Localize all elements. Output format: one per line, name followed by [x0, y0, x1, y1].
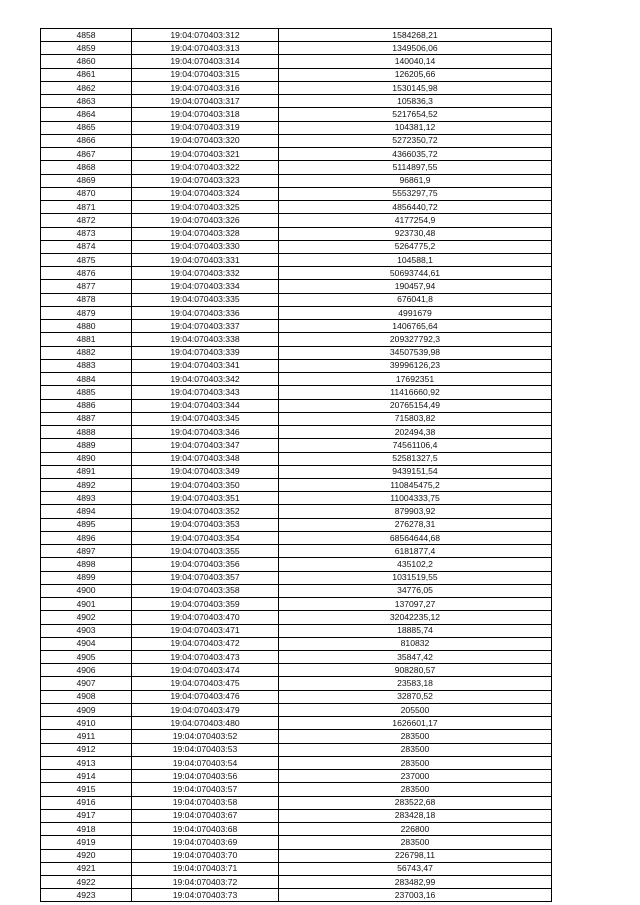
- cadastral-number-cell: 19:04:070403:71: [132, 862, 279, 875]
- value-cell: 4366035,72: [279, 148, 552, 161]
- value-cell: 5217654,52: [279, 108, 552, 121]
- cadastral-number-cell: 19:04:070403:68: [132, 823, 279, 836]
- table-row: [41, 439, 552, 452]
- cadastral-number-cell: 19:04:070403:328: [132, 227, 279, 240]
- row-number-cell: 4891: [41, 465, 132, 478]
- row-number-cell: 4876: [41, 267, 132, 280]
- table-row: [41, 545, 552, 558]
- cadastral-number-cell: 19:04:070403:72: [132, 876, 279, 889]
- cadastral-number-cell: 19:04:070403:323: [132, 174, 279, 187]
- row-number-cell: 4890: [41, 452, 132, 465]
- cadastral-number-cell: 19:04:070403:332: [132, 267, 279, 280]
- row-number-cell: 4888: [41, 426, 132, 439]
- value-cell: 105836,3: [279, 95, 552, 108]
- cadastral-number-cell: 19:04:070403:326: [132, 214, 279, 227]
- cadastral-number-cell: 19:04:070403:331: [132, 253, 279, 266]
- cadastral-number-cell: 19:04:070403:475: [132, 677, 279, 690]
- cadastral-number-cell: 19:04:070403:354: [132, 531, 279, 544]
- cadastral-number-cell: 19:04:070403:479: [132, 703, 279, 716]
- cadastral-number-cell: 19:04:070403:357: [132, 571, 279, 584]
- row-number-cell: 4881: [41, 333, 132, 346]
- cadastral-number-cell: 19:04:070403:471: [132, 624, 279, 637]
- row-number-cell: 4897: [41, 545, 132, 558]
- table-row: [41, 677, 552, 690]
- cadastral-number-cell: 19:04:070403:322: [132, 161, 279, 174]
- table-row: [41, 187, 552, 200]
- table-row: [41, 478, 552, 491]
- row-number-cell: 4886: [41, 399, 132, 412]
- value-cell: 1584268,21: [279, 29, 552, 42]
- table-row: [41, 426, 552, 439]
- cadastral-number-cell: 19:04:070403:343: [132, 386, 279, 399]
- cadastral-number-cell: 19:04:070403:69: [132, 836, 279, 849]
- table-row: [41, 293, 552, 306]
- value-cell: 20765154,49: [279, 399, 552, 412]
- row-number-cell: 4872: [41, 214, 132, 227]
- value-cell: 4991679: [279, 306, 552, 319]
- value-cell: 237000: [279, 770, 552, 783]
- table-row: [41, 584, 552, 597]
- value-cell: 283522,68: [279, 796, 552, 809]
- cadastral-number-cell: 19:04:070403:480: [132, 717, 279, 730]
- value-cell: 11416660,92: [279, 386, 552, 399]
- row-number-cell: 4921: [41, 862, 132, 875]
- value-cell: 126205,66: [279, 68, 552, 81]
- cadastral-number-cell: 19:04:070403:337: [132, 320, 279, 333]
- table-row: [41, 240, 552, 253]
- table-row: [41, 214, 552, 227]
- row-number-cell: 4909: [41, 703, 132, 716]
- table-row: [41, 174, 552, 187]
- cadastral-number-cell: 19:04:070403:339: [132, 346, 279, 359]
- row-number-cell: 4865: [41, 121, 132, 134]
- value-cell: 52581327,5: [279, 452, 552, 465]
- table-row: [41, 756, 552, 769]
- value-cell: 34507539,98: [279, 346, 552, 359]
- value-cell: 18885,74: [279, 624, 552, 637]
- value-cell: 283500: [279, 743, 552, 756]
- cadastral-number-cell: 19:04:070403:355: [132, 545, 279, 558]
- row-number-cell: 4871: [41, 201, 132, 214]
- table-body: [41, 29, 552, 902]
- row-number-cell: 4869: [41, 174, 132, 187]
- value-cell: 1349506,06: [279, 42, 552, 55]
- cadastral-number-cell: 19:04:070403:57: [132, 783, 279, 796]
- cadastral-number-cell: 19:04:070403:341: [132, 359, 279, 372]
- row-number-cell: 4920: [41, 849, 132, 862]
- table-row: [41, 148, 552, 161]
- value-cell: 190457,94: [279, 280, 552, 293]
- value-cell: 1626601,17: [279, 717, 552, 730]
- cadastral-number-cell: 19:04:070403:338: [132, 333, 279, 346]
- cadastral-number-cell: 19:04:070403:321: [132, 148, 279, 161]
- table-row: [41, 253, 552, 266]
- cadastral-number-cell: 19:04:070403:476: [132, 690, 279, 703]
- value-cell: 140040,14: [279, 55, 552, 68]
- value-cell: 6181877,4: [279, 545, 552, 558]
- value-cell: 32042235,12: [279, 611, 552, 624]
- row-number-cell: 4918: [41, 823, 132, 836]
- value-cell: 104381,12: [279, 121, 552, 134]
- cadastral-number-cell: 19:04:070403:317: [132, 95, 279, 108]
- table-row: [41, 690, 552, 703]
- row-number-cell: 4878: [41, 293, 132, 306]
- table-row: [41, 571, 552, 584]
- value-cell: 202494,38: [279, 426, 552, 439]
- row-number-cell: 4892: [41, 478, 132, 491]
- cadastral-number-cell: 19:04:070403:359: [132, 598, 279, 611]
- cadastral-number-cell: 19:04:070403:312: [132, 29, 279, 42]
- row-number-cell: 4877: [41, 280, 132, 293]
- cadastral-number-cell: 19:04:070403:474: [132, 664, 279, 677]
- table-row: [41, 823, 552, 836]
- value-cell: 5553297,75: [279, 187, 552, 200]
- cadastral-number-cell: 19:04:070403:56: [132, 770, 279, 783]
- table-row: [41, 81, 552, 94]
- value-cell: 17692351: [279, 373, 552, 386]
- row-number-cell: 4914: [41, 770, 132, 783]
- row-number-cell: 4868: [41, 161, 132, 174]
- cadastral-number-cell: 19:04:070403:336: [132, 306, 279, 319]
- row-number-cell: 4889: [41, 439, 132, 452]
- row-number-cell: 4919: [41, 836, 132, 849]
- value-cell: 715803,82: [279, 412, 552, 425]
- table-row: [41, 320, 552, 333]
- table-row: [41, 280, 552, 293]
- value-cell: 74561106,4: [279, 439, 552, 452]
- value-cell: 226800: [279, 823, 552, 836]
- table-row: [41, 770, 552, 783]
- value-cell: 283500: [279, 756, 552, 769]
- table-row: [41, 889, 552, 902]
- cadastral-number-cell: 19:04:070403:319: [132, 121, 279, 134]
- value-cell: 283428,18: [279, 809, 552, 822]
- cadastral-number-cell: 19:04:070403:53: [132, 743, 279, 756]
- value-cell: 104588,1: [279, 253, 552, 266]
- value-cell: 1530145,98: [279, 81, 552, 94]
- table-row: [41, 306, 552, 319]
- table-row: [41, 651, 552, 664]
- table-row: [41, 518, 552, 531]
- cadastral-number-cell: 19:04:070403:356: [132, 558, 279, 571]
- table-row: [41, 55, 552, 68]
- table-row: [41, 29, 552, 42]
- value-cell: 68564644,68: [279, 531, 552, 544]
- table-row: [41, 412, 552, 425]
- row-number-cell: 4907: [41, 677, 132, 690]
- cadastral-number-cell: 19:04:070403:472: [132, 637, 279, 650]
- table-row: [41, 267, 552, 280]
- cadastral-number-cell: 19:04:070403:353: [132, 518, 279, 531]
- cadastral-number-cell: 19:04:070403:335: [132, 293, 279, 306]
- cadastral-number-cell: 19:04:070403:52: [132, 730, 279, 743]
- table-row: [41, 796, 552, 809]
- value-cell: 11004333,75: [279, 492, 552, 505]
- value-cell: 237003,16: [279, 889, 552, 902]
- row-number-cell: 4912: [41, 743, 132, 756]
- row-number-cell: 4922: [41, 876, 132, 889]
- table-row: [41, 359, 552, 372]
- value-cell: 276278,31: [279, 518, 552, 531]
- cadastral-number-cell: 19:04:070403:358: [132, 584, 279, 597]
- row-number-cell: 4887: [41, 412, 132, 425]
- value-cell: 39996126,23: [279, 359, 552, 372]
- value-cell: 283500: [279, 783, 552, 796]
- cadastral-number-cell: 19:04:070403:470: [132, 611, 279, 624]
- row-number-cell: 4894: [41, 505, 132, 518]
- value-cell: 35847,42: [279, 651, 552, 664]
- data-table: [40, 28, 552, 902]
- cadastral-number-cell: 19:04:070403:350: [132, 478, 279, 491]
- cadastral-number-cell: 19:04:070403:334: [132, 280, 279, 293]
- value-cell: 32870,52: [279, 690, 552, 703]
- table-row: [41, 730, 552, 743]
- row-number-cell: 4864: [41, 108, 132, 121]
- row-number-cell: 4915: [41, 783, 132, 796]
- value-cell: 209327792,3: [279, 333, 552, 346]
- value-cell: 205500: [279, 703, 552, 716]
- table-row: [41, 703, 552, 716]
- table-row: [41, 346, 552, 359]
- value-cell: 4177254,9: [279, 214, 552, 227]
- table-row: [41, 849, 552, 862]
- row-number-cell: 4862: [41, 81, 132, 94]
- cadastral-number-cell: 19:04:070403:313: [132, 42, 279, 55]
- cadastral-number-cell: 19:04:070403:347: [132, 439, 279, 452]
- row-number-cell: 4895: [41, 518, 132, 531]
- value-cell: 56743,47: [279, 862, 552, 875]
- value-cell: 9439151,54: [279, 465, 552, 478]
- row-number-cell: 4896: [41, 531, 132, 544]
- row-number-cell: 4901: [41, 598, 132, 611]
- row-number-cell: 4873: [41, 227, 132, 240]
- table-row: [41, 201, 552, 214]
- table-row: [41, 809, 552, 822]
- table-row: [41, 637, 552, 650]
- cadastral-number-cell: 19:04:070403:349: [132, 465, 279, 478]
- value-cell: 110845475,2: [279, 478, 552, 491]
- row-number-cell: 4905: [41, 651, 132, 664]
- table-row: [41, 836, 552, 849]
- table-row: [41, 452, 552, 465]
- cadastral-number-cell: 19:04:070403:58: [132, 796, 279, 809]
- table-row: [41, 68, 552, 81]
- cadastral-number-cell: 19:04:070403:315: [132, 68, 279, 81]
- row-number-cell: 4906: [41, 664, 132, 677]
- value-cell: 226798,11: [279, 849, 552, 862]
- cadastral-number-cell: 19:04:070403:352: [132, 505, 279, 518]
- cadastral-number-cell: 19:04:070403:344: [132, 399, 279, 412]
- cadastral-number-cell: 19:04:070403:70: [132, 849, 279, 862]
- cadastral-number-cell: 19:04:070403:314: [132, 55, 279, 68]
- value-cell: 5114897,55: [279, 161, 552, 174]
- table-row: [41, 399, 552, 412]
- table-row: [41, 161, 552, 174]
- cadastral-number-cell: 19:04:070403:316: [132, 81, 279, 94]
- value-cell: 810832: [279, 637, 552, 650]
- table-row: [41, 373, 552, 386]
- row-number-cell: 4874: [41, 240, 132, 253]
- cadastral-number-cell: 19:04:070403:320: [132, 134, 279, 147]
- table-row: [41, 743, 552, 756]
- table-row: [41, 465, 552, 478]
- row-number-cell: 4917: [41, 809, 132, 822]
- table-row: [41, 121, 552, 134]
- table-row: [41, 386, 552, 399]
- row-number-cell: 4875: [41, 253, 132, 266]
- row-number-cell: 4863: [41, 95, 132, 108]
- table-row: [41, 531, 552, 544]
- value-cell: 4856440,72: [279, 201, 552, 214]
- table-row: [41, 876, 552, 889]
- table-row: [41, 505, 552, 518]
- row-number-cell: 4860: [41, 55, 132, 68]
- table-row: [41, 598, 552, 611]
- value-cell: 923730,48: [279, 227, 552, 240]
- value-cell: 283500: [279, 730, 552, 743]
- table-row: [41, 558, 552, 571]
- row-number-cell: 4882: [41, 346, 132, 359]
- table-row: [41, 717, 552, 730]
- row-number-cell: 4883: [41, 359, 132, 372]
- row-number-cell: 4859: [41, 42, 132, 55]
- row-number-cell: 4913: [41, 756, 132, 769]
- row-number-cell: 4866: [41, 134, 132, 147]
- table-row: [41, 624, 552, 637]
- cadastral-number-cell: 19:04:070403:330: [132, 240, 279, 253]
- row-number-cell: 4898: [41, 558, 132, 571]
- row-number-cell: 4908: [41, 690, 132, 703]
- table-row: [41, 333, 552, 346]
- row-number-cell: 4893: [41, 492, 132, 505]
- cadastral-number-cell: 19:04:070403:346: [132, 426, 279, 439]
- value-cell: 34776,05: [279, 584, 552, 597]
- value-cell: 1406765,64: [279, 320, 552, 333]
- value-cell: 676041,8: [279, 293, 552, 306]
- value-cell: 908280,57: [279, 664, 552, 677]
- cadastral-number-cell: 19:04:070403:351: [132, 492, 279, 505]
- cadastral-number-cell: 19:04:070403:473: [132, 651, 279, 664]
- table-row: [41, 862, 552, 875]
- cadastral-number-cell: 19:04:070403:73: [132, 889, 279, 902]
- table-row: [41, 95, 552, 108]
- row-number-cell: 4884: [41, 373, 132, 386]
- row-number-cell: 4885: [41, 386, 132, 399]
- row-number-cell: 4910: [41, 717, 132, 730]
- row-number-cell: 4916: [41, 796, 132, 809]
- value-cell: 50693744,61: [279, 267, 552, 280]
- row-number-cell: 4858: [41, 29, 132, 42]
- row-number-cell: 4903: [41, 624, 132, 637]
- table-row: [41, 664, 552, 677]
- value-cell: 1031519,55: [279, 571, 552, 584]
- row-number-cell: 4870: [41, 187, 132, 200]
- row-number-cell: 4911: [41, 730, 132, 743]
- row-number-cell: 4879: [41, 306, 132, 319]
- row-number-cell: 4900: [41, 584, 132, 597]
- value-cell: 96861,9: [279, 174, 552, 187]
- value-cell: 283500: [279, 836, 552, 849]
- value-cell: 435102,2: [279, 558, 552, 571]
- row-number-cell: 4861: [41, 68, 132, 81]
- row-number-cell: 4923: [41, 889, 132, 902]
- value-cell: 5264775,2: [279, 240, 552, 253]
- table-row: [41, 611, 552, 624]
- cadastral-number-cell: 19:04:070403:345: [132, 412, 279, 425]
- row-number-cell: 4899: [41, 571, 132, 584]
- cadastral-number-cell: 19:04:070403:67: [132, 809, 279, 822]
- table-row: [41, 492, 552, 505]
- cadastral-number-cell: 19:04:070403:342: [132, 373, 279, 386]
- row-number-cell: 4902: [41, 611, 132, 624]
- cadastral-number-cell: 19:04:070403:318: [132, 108, 279, 121]
- table-row: [41, 108, 552, 121]
- cadastral-number-cell: 19:04:070403:325: [132, 201, 279, 214]
- table-row: [41, 783, 552, 796]
- cadastral-number-cell: 19:04:070403:348: [132, 452, 279, 465]
- table-row: [41, 134, 552, 147]
- table-row: [41, 42, 552, 55]
- value-cell: 5272350,72: [279, 134, 552, 147]
- value-cell: 137097,27: [279, 598, 552, 611]
- value-cell: 23583,18: [279, 677, 552, 690]
- table-row: [41, 227, 552, 240]
- value-cell: 879903,92: [279, 505, 552, 518]
- cadastral-number-cell: 19:04:070403:324: [132, 187, 279, 200]
- row-number-cell: 4904: [41, 637, 132, 650]
- row-number-cell: 4880: [41, 320, 132, 333]
- value-cell: 283482,99: [279, 876, 552, 889]
- cadastral-number-cell: 19:04:070403:54: [132, 756, 279, 769]
- row-number-cell: 4867: [41, 148, 132, 161]
